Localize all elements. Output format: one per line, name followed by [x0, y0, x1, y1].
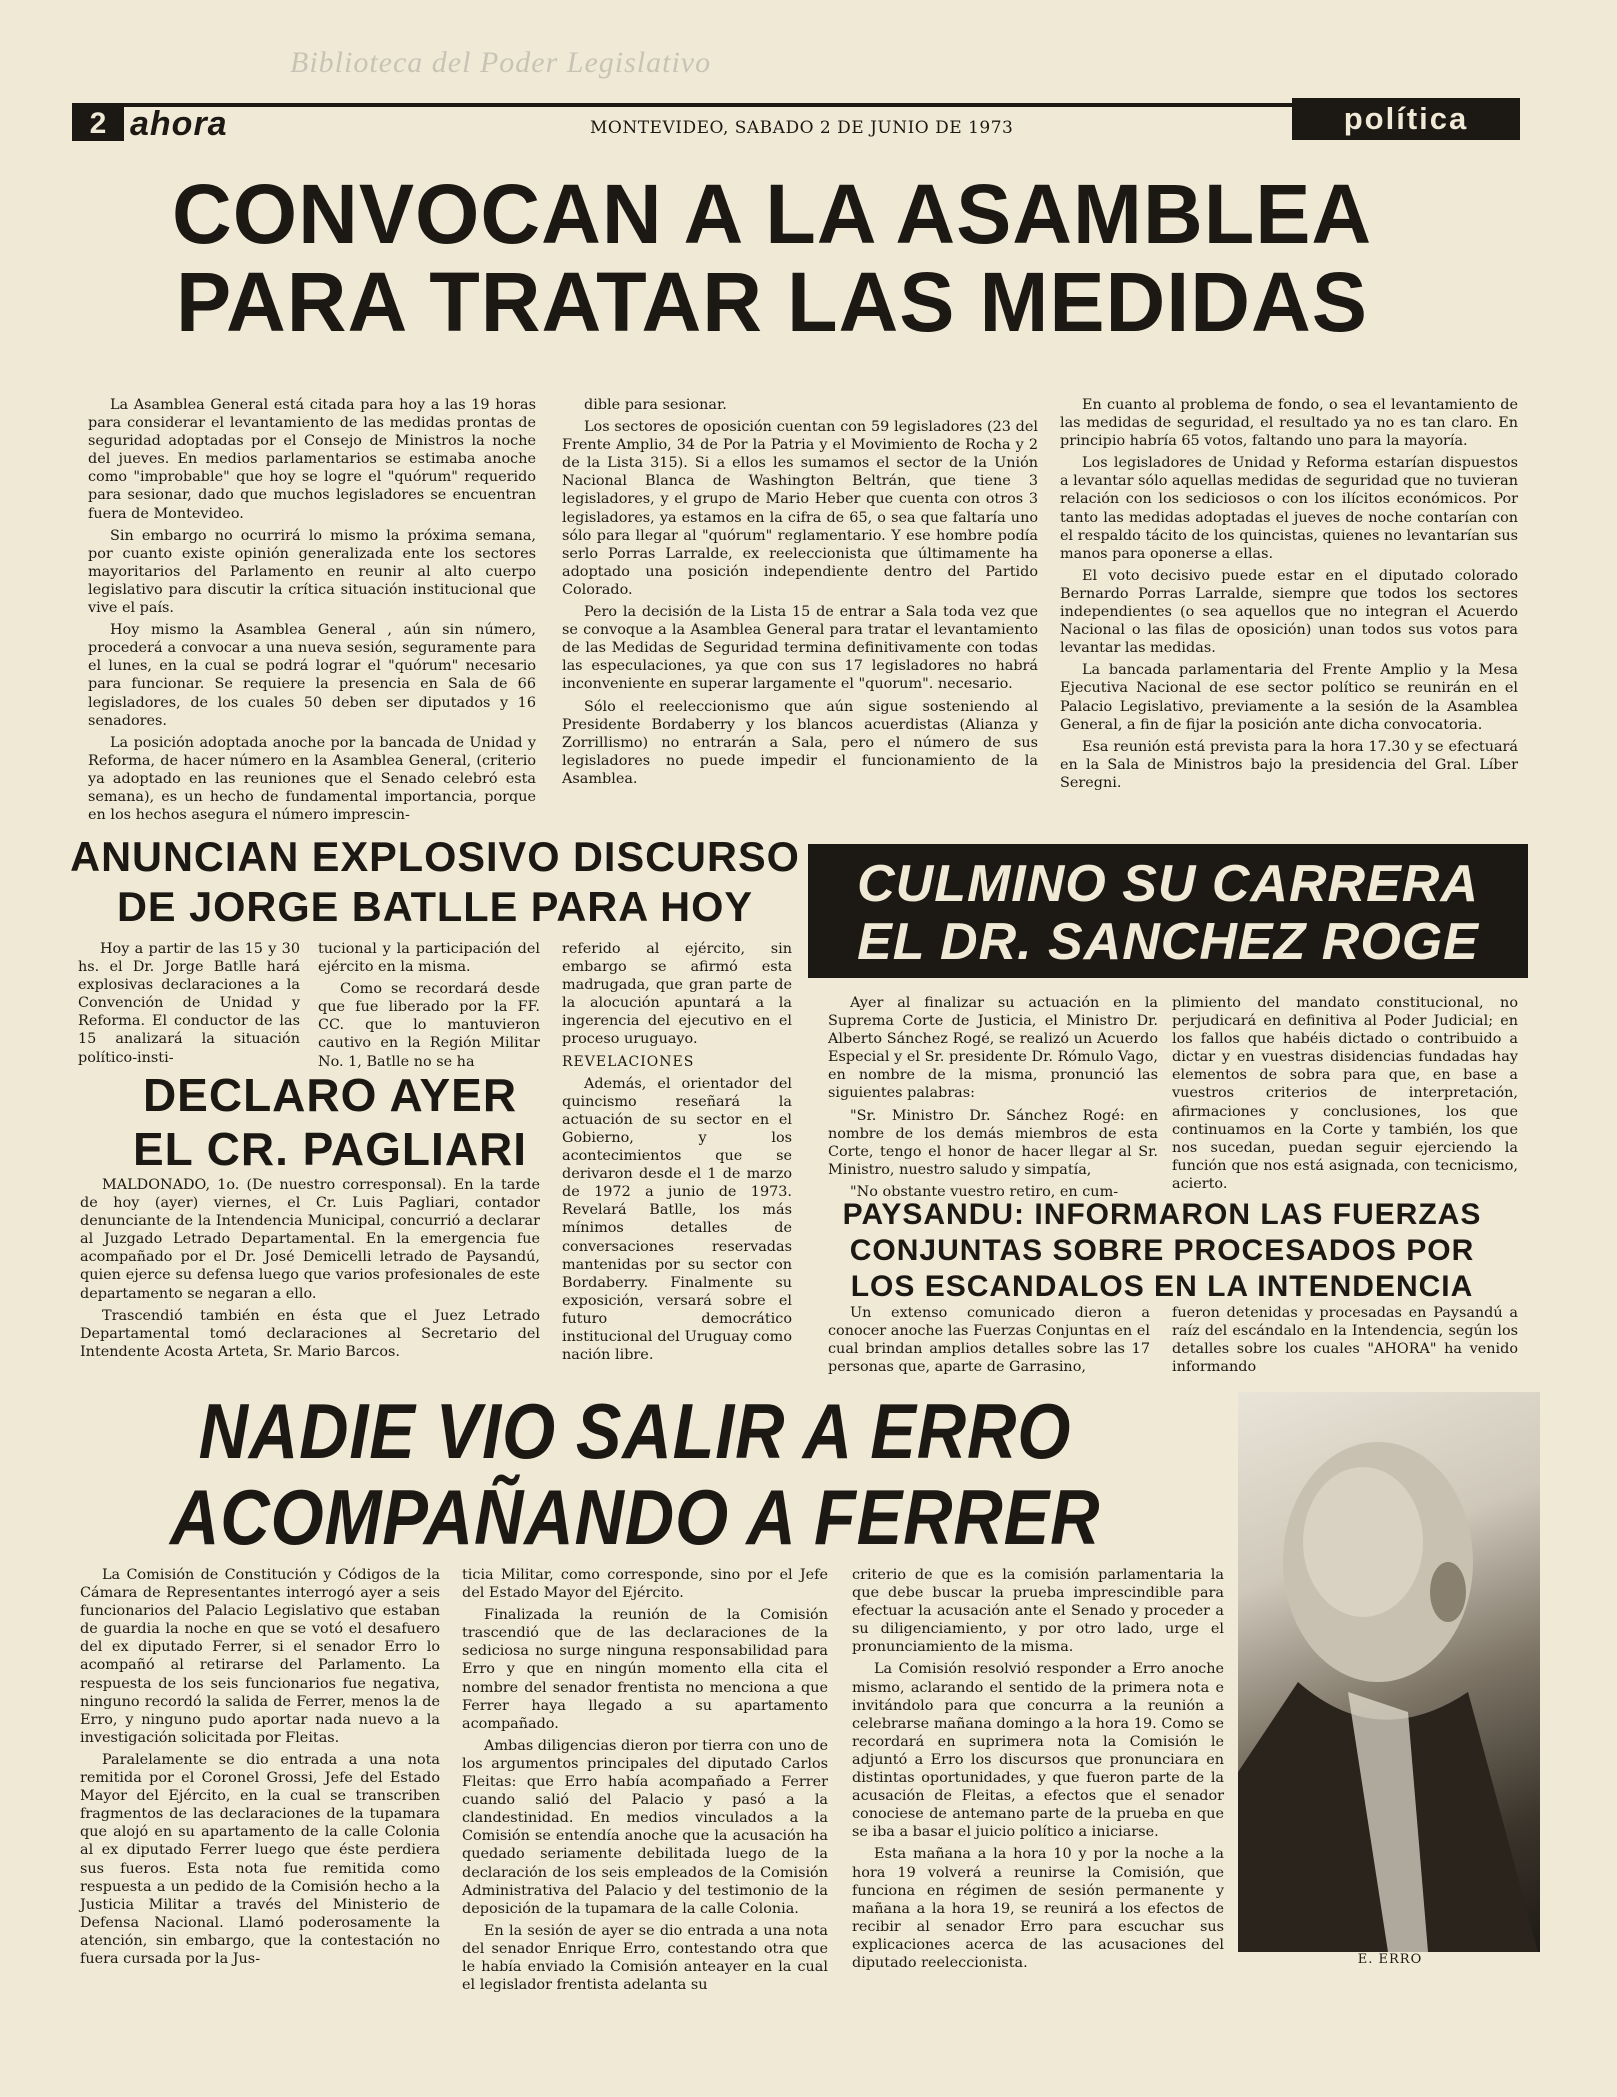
- story1-paragraph: La posición adoptada anoche por la bancada de Unidad y Reforma, de hacer número en la Asamblea General, (criterio ya adoptado en las reuniones que el Senado celebró esta semana), es un hecho de fundamental importancia, porque en los hechos asegura el número imprescin-: [88, 734, 536, 824]
- sanchez-headline-line-2: EL DR. SANCHEZ ROGE: [857, 913, 1479, 971]
- paysandu-headline-line-1: PAYSANDU: INFORMARON LAS FUERZAS: [842, 1198, 1482, 1231]
- newspaper-brand: ahora: [130, 105, 228, 143]
- story3-paragraph: plimiento del mandato constitucional, no perjudicará en definitiva al Poder Judicial; en los fallos que habéis dictado o contribuido a dictar y en vuestras disidencias fundadas hay elementos de sobra para que, en base a vuestros criterios de interpretación, afirmaciones y conclusiones, los que continuamos en la Corte y también, los que nos sucedan, puedan seguir ejerciendo la función que nos está asignada, con tecnicismo, acierto.: [1172, 995, 1518, 1192]
- story6-column-2: [462, 1566, 828, 1998]
- story6-paragraph: ticia Militar, como corresponde, sino por el Jefe del Estado Mayor del Ejército.: [462, 1567, 828, 1602]
- story1-paragraph: La Asamblea General está citada para hoy a las 19 horas para considerar el levantamiento de las medidas prontas de seguridad adoptadas por el Consejo de Ministros la noche del jueves. En medios parlamentarios se estimaba anoche como "improbable" que hoy se logre el "quórum" requerido para sesionar, dado que muchos legisladores se encuentran fuera de Montevideo.: [88, 397, 536, 522]
- story1-paragraph: El voto decisivo puede estar en el diputado colorado Bernardo Porras Larralde, siempre que todos los sectores independientes (o sea aquellos que no integran el Acuerdo Nacional o las filas de oposición) unan todos sus votos para levantar las medidas.: [1060, 567, 1518, 657]
- story1-paragraph: Esa reunión está prevista para la hora 17.30 y se efectuará en la Sala de Ministros bajo la presidencia del Gral. Líber Seregni.: [1060, 738, 1518, 791]
- story1-paragraph: dible para sesionar.: [584, 397, 727, 413]
- main-headline-line-2: PARA TRATAR LAS MEDIDAS: [176, 255, 1368, 349]
- portrait-photo-icon: [1238, 1392, 1540, 1952]
- story4-paragraph: MALDONADO, 1o. (De nuestro corresponsal). En la tarde de hoy (ayer) viernes, el Cr. Luis Pagliari, contador denunciante de la Intendencia Municipal, concurrió a declarar al Juzgado Letrado Departamental. En la emergencia fue acompañado por el Dr. José Demicelli letrado de Paysandú, quien ejerce su defensa luego que varios profesionales de este departamento se negaran a ello.: [80, 1177, 540, 1302]
- erro-headline-line-1: NADIE VIO SALIR A ERRO: [198, 1387, 1072, 1475]
- story6-paragraph: Paralelamente se dio entrada a una nota remitida por el Coronel Grossi, Jefe del Estado Mayor del Ejército, en la cual se transcriben fragmentos de las declaraciones de la tupamara que alojó en su apartamento de la calle Colonia al ex diputado Ferrer luego que éste perdiera sus fueros. Esta nota fue remitida como respuesta a un pedido de la Comisión hecho a la Justicia Militar a través del Ministerio de Defensa Nacional. Llamó poderosamente la atención, sin embargo, que la contestación no fuera cursada por la Jus-: [80, 1751, 440, 1967]
- story4-body: [80, 1176, 540, 1365]
- story1-paragraph: Hoy mismo la Asamblea General , aún sin número, procederá a convocar a una nueva sesión, seguramente para el lunes, en la cual se podrá lograr el "quórum" necesario para funcionar. Se requiere la presencia en Sala de 66 legisladores, de los cuales 50 deben ser diputados y 16 senadores.: [88, 622, 536, 729]
- story2-column-2: [318, 940, 540, 1075]
- story1-column-3: [1060, 396, 1518, 796]
- paysandu-headline: [842, 1200, 1482, 1308]
- story2-paragraph: Además, el orientador del quincismo reseñará la actuación de su sector en el Gobierno, y los acontecimientos que se derivaron desde el 1 de marzo de 1972 a junio de 1973. Revelará Batlle, los más mínimos detalles de conversaciones reservadas mantenidas por su sector con Bordaberry. Finalmente su exposición, versará sobre el futuro democrático institucional del Uruguay como nación libre.: [562, 1075, 792, 1364]
- story2-paragraph: tucional y la participación del ejército en la misma.: [318, 941, 540, 976]
- story4-paragraph: Trascendió también en ésta que el Juez Letrado Departamental tomó declaraciones al Secretario del Intendente Acosta Arteta, Sr. Mario Barcos.: [80, 1307, 540, 1360]
- story6-paragraph: Ambas diligencias dieron por tierra con uno de los argumentos principales del diputado Carlos Fleitas: que Erro había acompañado a Ferrer cuando salió del Palacio y pasó a la clandestinidad. En medios vinculados a la Comisión se entendía anoche que la acusación ha quedado seriamente debilitada luego de la declaración de los seis empleados de la Comisión Administrativa del Palacio y del testimonio de la deposición de la tupamara de la calle Colonia.: [462, 1737, 828, 1917]
- story2-paragraph: referido al ejército, sin embargo se afirmó esta madrugada, que gran parte de la alocución apuntará a la ingerencia del ejecutivo en el proceso uruguayo.: [562, 941, 792, 1048]
- story3-paragraph: "Sr. Ministro Dr. Sánchez Rogé: en nombre de los demás miembros de esta Corte, tengo el honor de hacer llegar al Sr. Ministro, nuestro saludo y simpatía,: [828, 1107, 1158, 1178]
- story6-paragraph: En la sesión de ayer se dio entrada a una nota del senador Enrique Erro, contestando otra que le había enviado la Comisión anteayer en la cual el legislador frentista adelanta su: [462, 1922, 828, 1994]
- story1-paragraph: La bancada parlamentaria del Frente Amplio y la Mesa Ejecutiva Nacional de ese sector político se reunirán en el Palacio Legislativo, previamente a la sesión de la Asamblea General, a fin de fijar la posición ante dicha convocatoria.: [1060, 662, 1518, 733]
- story2-paragraph: Hoy a partir de las 15 y 30 hs. el Dr. Jorge Batlle hará explosivas declaraciones a la Convención de Unidad y Reforma. El conductor de las 15 analizará la situación político-insti-: [78, 941, 300, 1066]
- story5-paragraph: fueron detenidas y procesadas en Paysandú a raíz del escándalo en la Intendencia, según los detalles sobre los cuales "AHORA" ha venido informando: [1172, 1305, 1518, 1376]
- story1-paragraph: Sin embargo no ocurrirá lo mismo la próxima semana, por cuanto existe opinión generalizada ente los sectores mayoritarios del Parlamento en reunir al alto cuerpo legislativo para discutir la crítica situación institucional que vive el país.: [88, 527, 536, 617]
- story6-paragraph: La Comisión de Constitución y Códigos de la Cámara de Representantes interrogó ayer a seis funcionarios del Palacio Legislativo que estaban de guardia la noche en que se votó el desafuero del ex diputado Ferrer, si el senador Erro lo acompañó al retirarse del Parlamento. La respuesta de los seis funcionarios fue negativa, ninguno recordó la salida de Ferrer, menos la de Erro, y ninguno pudo aportar nada nuevo a la investigación solicitada por Fleitas.: [80, 1567, 440, 1746]
- story6-column-3: [852, 1566, 1224, 1976]
- page-number: 2: [72, 107, 124, 141]
- batlle-headline-line-2: DE JORGE BATLLE PARA HOY: [116, 883, 754, 930]
- story1-column-1: [88, 396, 536, 828]
- pagliari-headline-line-2: EL CR. PAGLIARI: [132, 1123, 528, 1175]
- erro-headline: [170, 1387, 1101, 1564]
- story6-paragraph: criterio de que es la comisión parlamentaria la que debe buscar la prueba imprescindible para efectuar la acusación ante el Senado y proceder a su diligenciamiento, y por otro lado, urge el pronunciamiento de la misma.: [852, 1567, 1224, 1656]
- story6-paragraph: Esta mañana a la hora 10 y por la noche a la hora 19 volverá a reunirse la Comisión, que funciona en régimen de sesión permanente y mañana a la hora 19, se reunirá a los efectos de recibir al senador Erro para escuchar sus explicaciones acerca de las acusaciones del diputado reeleccionista.: [852, 1846, 1224, 1971]
- batlle-headline-line-1: ANUNCIAN EXPLOSIVO DISCURSO: [70, 833, 800, 880]
- story3-column-1: [828, 994, 1158, 1205]
- story6-paragraph: Finalizada la reunión de la Comisión trascendió que de las declaraciones de la sediciosa no surge ninguna responsabilidad para Erro y que en ningún momento ella cita el nombre del senador frentista no menciona a que Ferrer haya llegado a su apartamento acompañado.: [462, 1607, 828, 1732]
- story5-column-1: [828, 1304, 1150, 1380]
- dateline: MONTEVIDEO, SABADO 2 DE JUNIO DE 1973: [590, 118, 1014, 138]
- story1-paragraph: Pero la decisión de la Lista 15 de entrar a Sala toda vez que se convoque a la Asamblea General para tratar el levantamiento de las Medidas de Seguridad termina definitivamente con todas las especulaciones, ya que con sus 17 legisladores no habrá inconveniente en superar largamente el "quorum". necesario.: [562, 604, 1038, 693]
- story5-column-2: [1172, 1304, 1518, 1380]
- story1-paragraph: En cuanto al problema de fondo, o sea el levantamiento de las medidas de seguridad, el resultado ya no es tan claro. En principio habría 65 votos, faltando uno para la mayoría.: [1060, 397, 1518, 450]
- story5-paragraph: Un extenso comunicado dieron a conocer anoche las Fuerzas Conjuntas en el cual brindan amplios detalles sobre las 17 personas que, aparte de Garrasino,: [828, 1305, 1150, 1376]
- story1-paragraph: Los sectores de oposición cuentan con 59 legisladores (23 del Frente Amplio, 34 de Por la Patria y el Movimiento de Rocha y 2 de la Lista 315). Si a ellos les sumamos el sector de la Unión Nacional Blanca de Washington Beltrán, que tiene 3 legisladores, y el grupo de Mario Heber que cuenta con otros 3 legisladores, ya estamos en la cifra de 65, o sea que faltaría uno sólo para llegar al "quórum" reglamentario. Y ese hombre podía serlo Porras Larralde, ex reeleccionista que últimamente ha adoptado una posición independiente dentro del Partido Colorado.: [562, 419, 1038, 598]
- paysandu-headline-line-2: CONJUNTAS SOBRE PROCESADOS POR: [849, 1234, 1475, 1267]
- story6-column-1: [80, 1566, 440, 1972]
- story2-paragraph: Como se recordará desde que fue liberado por la FF. CC. que lo mantuvieron cautivo en la Región Militar No. 1, Batlle no se ha: [318, 981, 540, 1070]
- story2-column-1: [78, 940, 300, 1071]
- erro-headline-line-2: ACOMPAÑANDO A FERRER: [170, 1473, 1101, 1561]
- main-headline-line-1: CONVOCAN A LA ASAMBLEA: [172, 167, 1373, 261]
- story3-column-2: [1172, 994, 1518, 1197]
- pagliari-headline: [120, 1069, 540, 1180]
- story6-paragraph: La Comisión resolvió responder a Erro anoche mismo, aclarando el sentido de la primera nota e invitándolo para que concurra a la reunión a celebrarse mañana domingo a la hora 19. Como se recordará en suprimera nota la Comisión le adjuntó a Erro los discursos que pronunciara en distintas oportunidades, y que fueron parte de la acusación de Fleitas, a efectos que el senador conociese de antemano parte de la prueba en que se iba a basar el juicio político a iniciarse.: [852, 1661, 1224, 1841]
- story2-column-3: [562, 940, 792, 1368]
- story1-paragraph: Sólo el reeleccionismo que aún sigue sosteniendo al Presidente Bordaberry y los blancos acuerdistas (Alianza y Zorrillismo) no entrarán a Sala, pero el número de sus legisladores no puede impedir el funcionamiento de la Asamblea.: [562, 698, 1038, 787]
- story1-column-2: [562, 396, 1038, 792]
- sanchez-headline: [808, 855, 1528, 974]
- story2-subhead: REVELACIONES: [562, 1053, 695, 1070]
- story1-paragraph: Los legisladores de Unidad y Reforma estarían dispuestos a levantar sólo aquellas medidas de seguridad que no tuvieran relación con los sediciosos o con los ilícitos económicos. Por tanto las medidas adoptadas el jueves de noche contarían con el respaldo tácito de los quincistas, quienes no levantarían sus manos para oponerse a ellas.: [1060, 455, 1518, 562]
- story3-paragraph: Ayer al finalizar su actuación en la Suprema Corte de Justicia, el Ministro Dr. Alberto Sánchez Rogé, se realizó un Acuerdo Especial y el Sr. presidente Dr. Rómulo Vago, en nombre de la misma, pronunció las siguientes palabras:: [828, 995, 1158, 1102]
- main-headline: [172, 167, 1373, 349]
- batlle-headline: [70, 833, 800, 936]
- section-label: política: [1292, 98, 1520, 140]
- library-stamp: Biblioteca del Poder Legislativo: [290, 46, 712, 79]
- sanchez-headline-line-1: CULMINO SU CARRERA: [857, 855, 1479, 913]
- portrait-photo: [1238, 1392, 1540, 1952]
- photo-caption: E. ERRO: [1357, 1952, 1423, 1967]
- paysandu-headline-line-3: LOS ESCANDALOS EN LA INTENDENCIA: [850, 1270, 1474, 1303]
- story3-paragraph: "No obstante vuestro retiro, en cum-: [850, 1183, 1119, 1200]
- pagliari-headline-line-1: DECLARO AYER: [142, 1069, 518, 1121]
